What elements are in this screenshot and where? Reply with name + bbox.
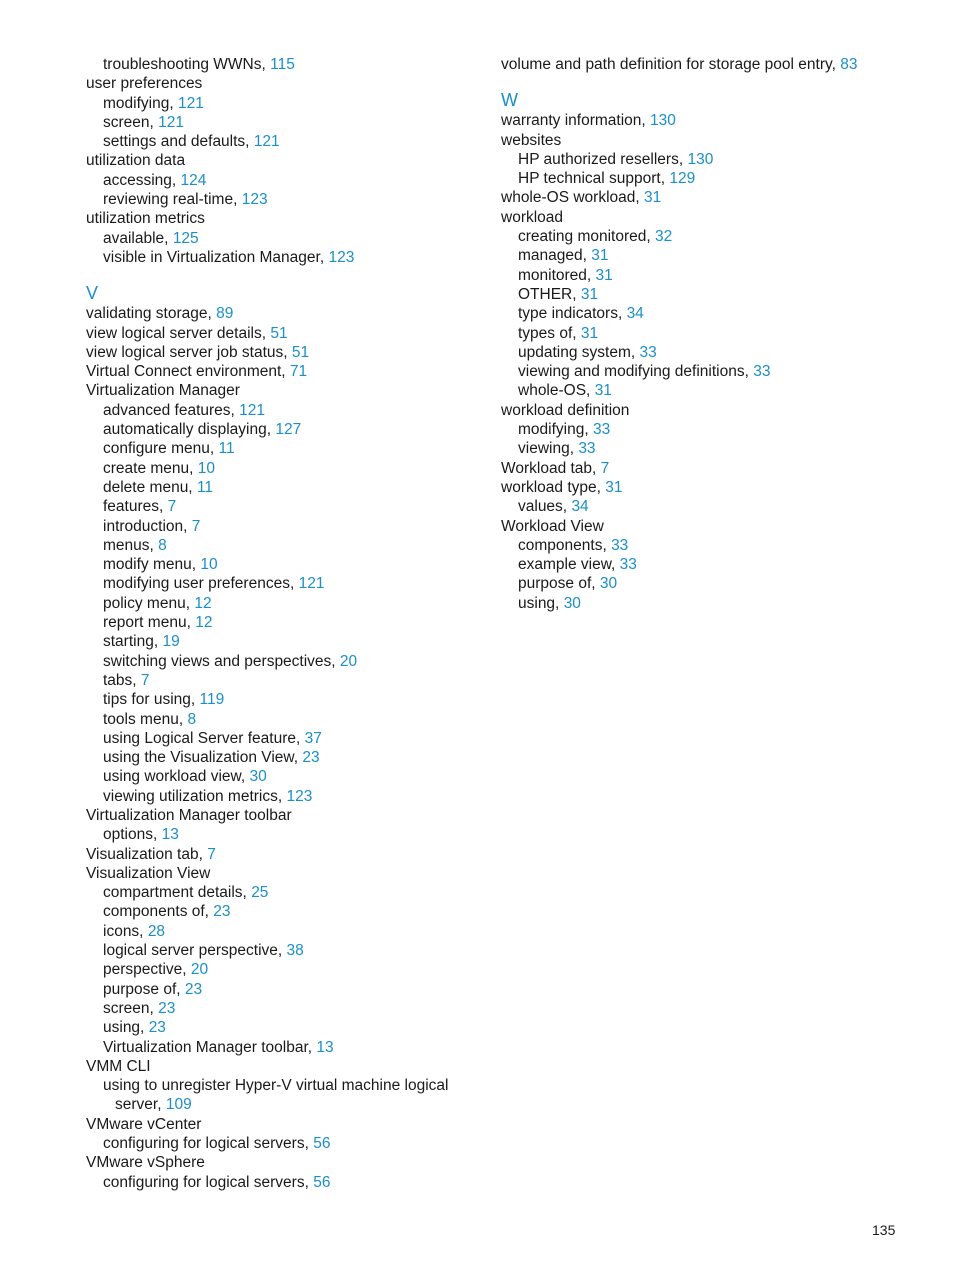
index-term: Virtualization Manager toolbar, [103, 1038, 313, 1056]
page-reference-link[interactable]: 12 [195, 614, 213, 632]
index-term: available, [103, 229, 169, 247]
section-spacer [501, 74, 901, 89]
index-subentry [86, 825, 476, 844]
page-reference-link[interactable]: 71 [289, 363, 308, 381]
index-term: tools menu, [103, 710, 184, 728]
index-term: modifying, [103, 94, 174, 112]
page-reference-link[interactable]: 30 [563, 594, 581, 612]
index-term: switching views and perspectives, [103, 652, 336, 670]
index-term: example view, [518, 556, 616, 574]
index-subentry [501, 439, 901, 458]
index-term: Visualization tab, [86, 845, 203, 863]
page-reference-link[interactable]: 127 [275, 421, 302, 439]
page-reference-link[interactable]: 31 [595, 266, 613, 284]
page-reference-link[interactable]: 13 [161, 826, 179, 844]
page-reference-link[interactable]: 23 [184, 980, 203, 998]
index-term: using, [518, 594, 560, 612]
index-subentry [501, 324, 901, 343]
index-entry [501, 401, 901, 420]
index-term: whole-OS workload, [501, 189, 640, 207]
page-reference-link[interactable]: 7 [167, 498, 177, 516]
index-term: monitored, [518, 266, 592, 284]
page-reference-link[interactable]: 8 [187, 710, 197, 728]
index-subentry [501, 227, 901, 246]
page-reference-link[interactable]: 7 [600, 459, 610, 477]
page-reference-link[interactable]: 51 [291, 343, 310, 361]
index-term: using to unregister Hyper-V virtual machine logical [103, 1077, 449, 1095]
index-subentry [86, 729, 476, 748]
page-reference-link[interactable]: 20 [190, 961, 209, 979]
index-term: utilization metrics [86, 210, 205, 228]
index-entry [86, 381, 476, 400]
index-subentry [86, 113, 476, 132]
index-term: configuring for logical servers, [103, 1135, 309, 1153]
index-subentry [86, 594, 476, 613]
page-reference-link[interactable]: 37 [304, 729, 322, 747]
index-subentry [501, 381, 901, 400]
index-column-right [501, 55, 901, 613]
index-subentry [86, 941, 476, 960]
page-reference-link[interactable]: 31 [591, 247, 609, 265]
page-reference-link[interactable]: 23 [213, 903, 231, 921]
page-reference-link[interactable]: 123 [241, 191, 268, 209]
index-term: HP technical support, [518, 170, 666, 188]
page-reference-link[interactable]: 121 [177, 94, 204, 112]
index-term: advanced features, [103, 401, 235, 419]
index-subentry [501, 536, 901, 555]
page-reference-link[interactable]: 123 [328, 248, 355, 266]
index-entry [501, 478, 901, 497]
index-term: delete menu, [103, 478, 193, 496]
section-letter: W [501, 90, 518, 111]
index-subentry [86, 55, 476, 74]
index-term: tabs, [103, 671, 137, 689]
index-entry [86, 324, 476, 343]
index-term: using the Visualization View, [103, 749, 299, 767]
index-term: settings and defaults, [103, 133, 250, 151]
index-term: automatically displaying, [103, 421, 272, 439]
index-term: modify menu, [103, 556, 197, 574]
page-reference-link[interactable]: 89 [216, 305, 234, 323]
index-subentry [86, 497, 476, 516]
page-reference-link[interactable]: 23 [158, 999, 176, 1017]
index-subentry [86, 401, 476, 420]
index-subentry [501, 497, 901, 516]
index-term: features, [103, 498, 164, 516]
index-entry [501, 131, 901, 150]
page-reference-link[interactable]: 31 [580, 285, 599, 303]
page-reference-link[interactable]: 12 [194, 594, 212, 612]
page-reference-link[interactable]: 123 [286, 787, 313, 805]
index-entry [86, 1115, 476, 1134]
index-term: managed, [518, 247, 587, 265]
index-term: components of, [103, 903, 209, 921]
page-reference-link[interactable]: 56 [313, 1135, 331, 1153]
index-entry [86, 362, 476, 381]
page-reference-link[interactable]: 8 [158, 536, 167, 554]
index-subentry [86, 248, 476, 267]
index-term: volume and path definition for storage pool entry, [501, 56, 836, 73]
page-reference-link[interactable]: 38 [286, 942, 304, 960]
index-term: starting, [103, 633, 159, 651]
index-term: VMware vSphere [86, 1154, 205, 1172]
index-subentry [86, 1173, 476, 1192]
index-term: report menu, [103, 614, 191, 632]
index-subentry [86, 671, 476, 690]
index-subentry [501, 555, 901, 574]
section-letter: V [86, 283, 99, 304]
section-spacer [86, 267, 476, 282]
index-subentry [86, 980, 476, 999]
page-reference-link[interactable]: 23 [302, 749, 320, 767]
page-reference-link[interactable]: 51 [270, 324, 288, 342]
page-reference-link[interactable]: 124 [180, 171, 207, 189]
index-term: whole-OS, [518, 382, 591, 400]
index-term: menus, [103, 536, 154, 554]
index-term: compartment details, [103, 884, 247, 902]
index-subentry [86, 1134, 476, 1153]
index-term: Visualization View [86, 864, 211, 882]
index-term: components, [518, 536, 607, 554]
index-subentry [86, 1018, 476, 1037]
index-term: icons, [103, 922, 144, 940]
index-subentry [86, 960, 476, 979]
index-subentry [86, 574, 476, 593]
index-subentry [501, 169, 901, 188]
page-reference-link[interactable]: 19 [162, 633, 180, 651]
index-subentry [501, 266, 901, 285]
index-subentry [501, 420, 901, 439]
index-subentry [86, 555, 476, 574]
index-term: user preferences [86, 75, 203, 93]
index-term: view logical server details, [86, 324, 267, 342]
page-reference-link[interactable]: 121 [253, 133, 280, 151]
index-term: Workload View [501, 517, 604, 535]
index-term: reviewing real-time, [103, 191, 238, 209]
index-term: options, [103, 826, 158, 844]
page-reference-link[interactable]: 10 [200, 556, 218, 574]
index-term: introduction, [103, 517, 188, 535]
index-term: perspective, [103, 961, 187, 979]
index-term: screen, [103, 113, 154, 131]
index-term: updating system, [518, 343, 636, 361]
index-term: policy menu, [103, 594, 191, 612]
page-reference-link[interactable]: 125 [172, 229, 199, 247]
page-reference-link[interactable]: 20 [339, 652, 358, 670]
index-term: values, [518, 498, 568, 516]
index-entry [86, 806, 476, 825]
index-subentry [501, 594, 901, 613]
index-term: accessing, [103, 171, 177, 189]
page-reference-link[interactable]: 129 [669, 170, 696, 188]
index-subentry [501, 246, 901, 265]
page-reference-link[interactable]: 7 [207, 845, 216, 863]
page-reference-link[interactable]: 23 [148, 1019, 166, 1037]
index-term: viewing utilization metrics, [103, 787, 283, 805]
index-entry [501, 208, 901, 227]
index-term: using workload view, [103, 768, 246, 786]
index-subentry [501, 285, 901, 304]
index-subentry [501, 362, 901, 381]
page-reference-link[interactable]: 34 [571, 498, 589, 516]
index-entry [86, 845, 476, 864]
index-term: viewing and modifying definitions, [518, 363, 749, 381]
page-reference-link[interactable]: 33 [639, 343, 657, 361]
page-reference-link[interactable]: 33 [592, 421, 611, 439]
index-entry [501, 188, 901, 207]
page-reference-link[interactable]: 31 [580, 324, 599, 342]
index-subentry [86, 690, 476, 709]
index-subentry [86, 439, 476, 458]
index-subentry [501, 574, 901, 593]
index-term: websites [501, 131, 562, 149]
index-term: VMware vCenter [86, 1115, 202, 1133]
page-reference-link[interactable]: 10 [197, 459, 216, 477]
index-term: screen, [103, 999, 154, 1017]
page-number: 135 [872, 1222, 896, 1238]
index-entry [86, 1057, 476, 1076]
page-reference-link[interactable]: 34 [626, 305, 644, 323]
index-term: utilization data [86, 152, 186, 170]
index-term: type indicators, [518, 305, 623, 323]
index-subentry [86, 613, 476, 632]
index-term: VMM CLI [86, 1057, 151, 1075]
index-subentry [86, 1038, 476, 1057]
index-subentry [86, 902, 476, 921]
index-subentry [86, 132, 476, 151]
index-subentry [501, 304, 901, 323]
index-subentry [86, 999, 476, 1018]
index-subentry [86, 632, 476, 651]
page-reference-link[interactable]: 11 [218, 440, 235, 458]
index-subentry [86, 1076, 476, 1095]
page-reference-link[interactable]: 56 [313, 1173, 331, 1191]
page-reference-link[interactable]: 31 [594, 382, 612, 400]
page-reference-link[interactable]: 30 [599, 575, 618, 593]
index-term: using, [103, 1019, 145, 1037]
index-term: purpose of, [103, 980, 181, 998]
index-term: troubleshooting WWNs, [103, 56, 266, 73]
index-entry [86, 1153, 476, 1172]
page-reference-link[interactable]: 121 [158, 113, 185, 131]
index-subentry [86, 229, 476, 248]
index-subentry [86, 420, 476, 439]
index-entry [501, 459, 901, 478]
index-term: view logical server job status, [86, 343, 288, 361]
index-entry [86, 151, 476, 170]
index-term: visible in Virtualization Manager, [103, 248, 325, 266]
index-entry [86, 74, 476, 93]
index-term: workload type, [501, 478, 601, 496]
index-subentry [86, 94, 476, 113]
index-term: Virtualization Manager toolbar [86, 806, 292, 824]
page-reference-link[interactable]: 11 [196, 478, 214, 496]
index-term: purpose of, [518, 575, 596, 593]
page-reference-link[interactable]: 130 [650, 112, 676, 130]
page-reference-link[interactable]: 130 [687, 150, 714, 168]
index-term: Virtualization Manager [86, 382, 240, 400]
index-term: validating storage, [86, 305, 212, 323]
index-subentry [86, 478, 476, 497]
index-subentry [86, 787, 476, 806]
index-entry [86, 209, 476, 228]
page-reference-link[interactable]: 13 [316, 1038, 334, 1056]
index-term: modifying user preferences, [103, 575, 295, 593]
page-reference-link[interactable]: 30 [249, 768, 267, 786]
index-term: logical server perspective, [103, 942, 283, 960]
index-subentry [86, 171, 476, 190]
page-reference-link[interactable]: 25 [251, 884, 269, 902]
page-reference-link[interactable]: 33 [611, 536, 629, 554]
index-subentry [501, 150, 901, 169]
page-reference-link[interactable]: 109 [165, 1096, 192, 1114]
page-reference-link[interactable]: 31 [644, 189, 662, 207]
index-subentry [86, 922, 476, 941]
page-reference-link[interactable]: 33 [753, 363, 771, 381]
page-reference-link[interactable]: 7 [140, 671, 150, 689]
page-reference-link[interactable]: 115 [270, 56, 295, 73]
page-reference-link[interactable]: 7 [191, 517, 201, 535]
index-column-left [86, 55, 476, 1192]
index-subentry [501, 343, 901, 362]
index-subentry [86, 652, 476, 671]
index-entry [501, 55, 901, 74]
index-subentry [86, 883, 476, 902]
index-term: workload [501, 208, 564, 226]
page-reference-link[interactable]: 121 [298, 575, 325, 593]
index-term: create menu, [103, 459, 194, 477]
index-term: configuring for logical servers, [103, 1173, 309, 1191]
index-term: configure menu, [103, 440, 215, 458]
page-reference-link[interactable]: 31 [605, 478, 623, 496]
index-term: creating monitored, [518, 228, 651, 246]
index-entry [86, 864, 476, 883]
index-term: Workload tab, [501, 459, 597, 477]
index-entry [86, 343, 476, 362]
page-reference-link[interactable]: 33 [619, 556, 637, 574]
page-reference-link[interactable]: 121 [239, 401, 266, 419]
index-subentry [86, 710, 476, 729]
index-term: Virtual Connect environment, [86, 363, 286, 381]
page-reference-link[interactable]: 119 [199, 691, 225, 709]
page-reference-link[interactable]: 83 [840, 56, 858, 73]
index-term: tips for using, [103, 691, 196, 709]
index-term: warranty information, [501, 112, 646, 130]
index-entry [501, 111, 901, 130]
index-subentry [86, 748, 476, 767]
index-entry [86, 304, 476, 323]
index-term: viewing, [518, 440, 574, 458]
index-entry [501, 517, 901, 536]
index-term: workload definition [501, 401, 630, 419]
index-subentry [86, 459, 476, 478]
index-subentry [86, 1095, 476, 1114]
index-subentry [86, 190, 476, 209]
index-term: modifying, [518, 421, 589, 439]
index-term: using Logical Server feature, [103, 729, 301, 747]
page-reference-link[interactable]: 28 [147, 922, 166, 940]
index-term: server, [115, 1096, 162, 1114]
page-reference-link[interactable]: 32 [655, 228, 673, 246]
index-term: HP authorized resellers, [518, 150, 684, 168]
index-subentry [86, 536, 476, 555]
index-term: types of, [518, 324, 577, 342]
index-subentry [86, 517, 476, 536]
index-term: OTHER, [518, 285, 577, 303]
page-reference-link[interactable]: 33 [578, 440, 596, 458]
index-subentry [86, 767, 476, 786]
